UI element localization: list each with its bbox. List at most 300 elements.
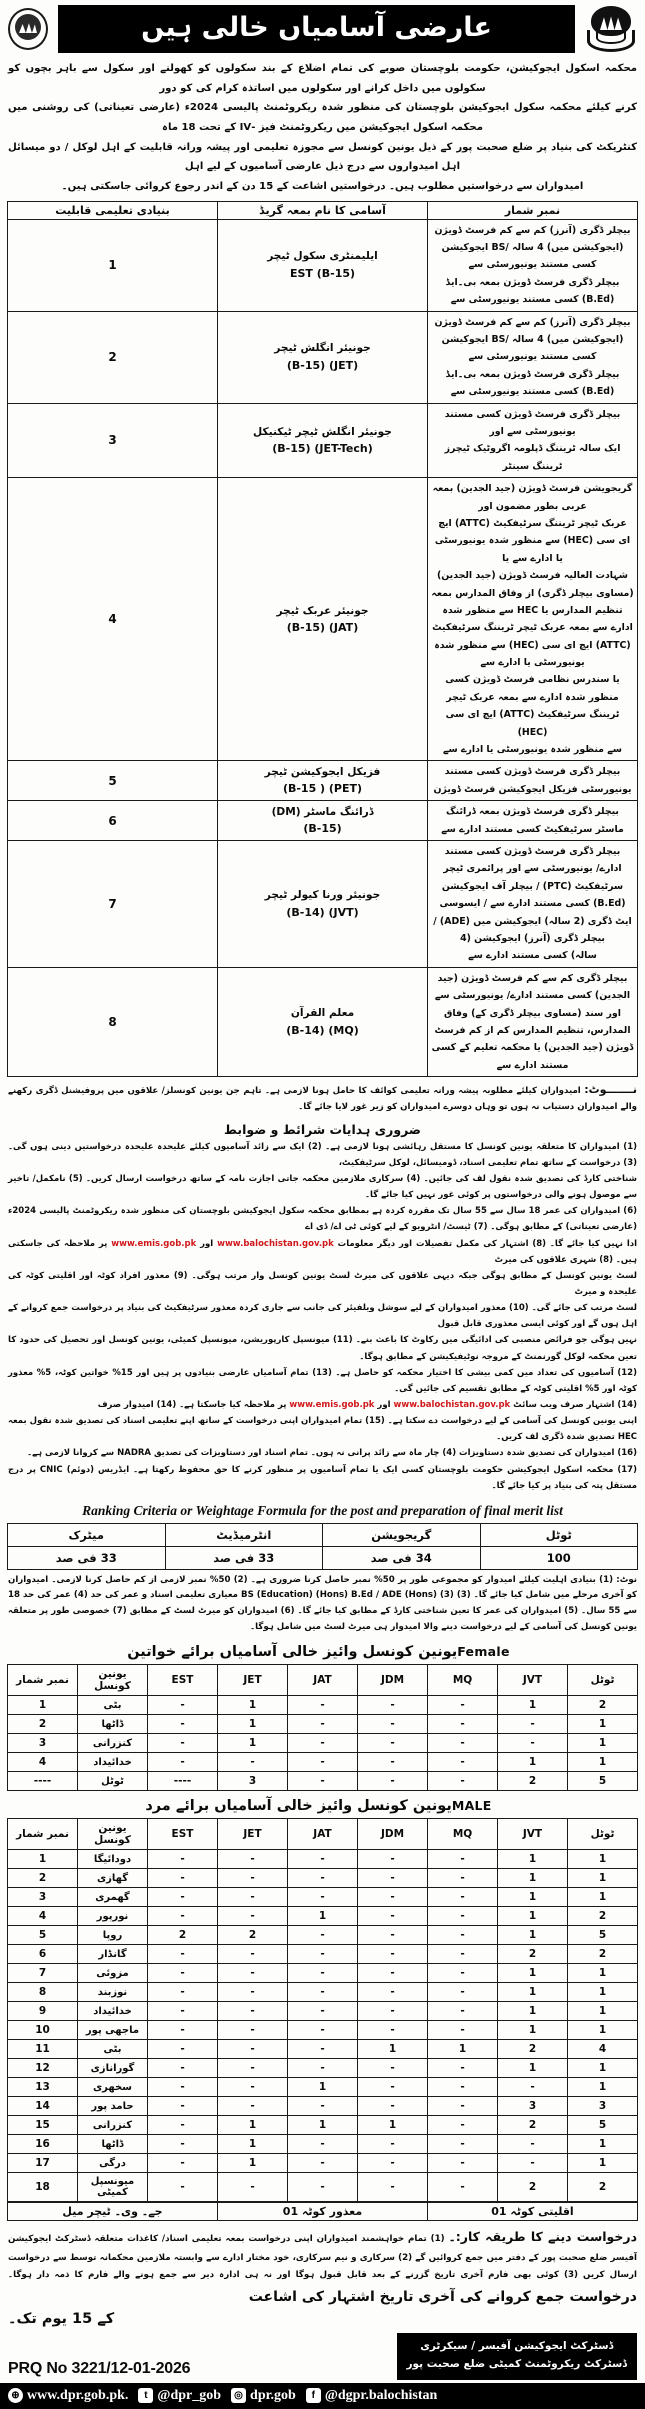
quota-jvt-male: جے۔ وی۔ ٹیچر میل	[8, 2203, 218, 2221]
condition-line: (17) محکمہ اسکول ایجوکیشن حکومت بلوچستان کسی ایک یا تمام آسامیوں پر منظور کرنے کا حق محفوظ رکھتا ہے۔ ایڈریس (دوئم) CNIC پر درج مستقل پتہ کی بنیاد پر کیا جائے گا۔	[8, 1464, 637, 1491]
uc-mq: 1	[428, 2040, 498, 2059]
uc-row	[8, 2021, 638, 2040]
post-name: جونیئر ورنا کیولر ٹیچر (B-14) (JVT)	[218, 840, 428, 967]
uc-jvt: 1	[498, 1888, 568, 1907]
uc-col-jvt: JVT	[498, 1819, 568, 1850]
uc-col-name: یونین کونسل	[78, 1819, 148, 1850]
uc-total: 4	[568, 2040, 638, 2059]
uc-jat: -	[288, 1734, 358, 1753]
deadline-tail: کے 15 یوم تک۔	[8, 2310, 115, 2327]
ranking-header-row	[8, 1523, 638, 1546]
uc-est: -	[148, 1907, 218, 1926]
posts-note	[0, 1077, 645, 1118]
uc-total: 1	[568, 2135, 638, 2154]
uc-jet: 3	[218, 1772, 288, 1791]
uc-col-est: EST	[148, 1819, 218, 1850]
uc-col-jdm: JDM	[358, 1665, 428, 1696]
uc-col-sr: نمبر شمار	[8, 1665, 78, 1696]
uc-total: 2	[568, 1945, 638, 1964]
uc-jat: -	[288, 2021, 358, 2040]
signature-block	[397, 2333, 638, 2380]
quota-minority: اقلیتی کوٹہ 01	[428, 2203, 638, 2221]
uc-mq: -	[428, 1772, 498, 1791]
condition-line: (6) امیدواران کی عمر 18 سال سے 55 سال تک مقررہ کردہ ہے بمطابق محکمہ سکول ایجوکیشن بلوچستان کی منظور شدہ ریکروٹمنٹ پالیسی 2024ء (عارضی تعیناتی) کے مطابق ہوگی۔ (7) ٹیسٹ/ انٹرویو کے لیے کوئی ٹی اے/ ڈی اے	[8, 1206, 637, 1233]
intro-line-4: امیدواران سے درخواستیں مطلوب ہیں۔ درخواستیں اشاعت کے 15 دن کے اندر رجوع کروائی جاسکتی ہیں۔	[61, 181, 584, 193]
uc-jet: -	[218, 2002, 288, 2021]
uc-jet: -	[218, 2078, 288, 2097]
post-qualification: بیچلر ڈگری فرسٹ ڈویژن بمعہ ڈرائنگ ماسٹر سرٹیفکیٹ کسی مستند ادارے سے	[428, 801, 638, 841]
uc-jet: -	[218, 2173, 288, 2202]
uc-mq: -	[428, 1983, 498, 2002]
uc-jvt: 1	[498, 1753, 568, 1772]
uc-total: 2	[568, 2173, 638, 2202]
uc-name: کنزرانی	[78, 1734, 148, 1753]
uc-jat: -	[288, 1772, 358, 1791]
uc-name: نوزبند	[78, 1983, 148, 2002]
uc-jdm: -	[358, 1734, 428, 1753]
uc-row	[8, 1696, 638, 1715]
uc-jvt: 1	[498, 1850, 568, 1869]
uc-serial: 7	[8, 1964, 78, 1983]
post-serial: 7	[8, 840, 218, 967]
post-name: معلم القرآن (B-14) (MQ)	[218, 967, 428, 1076]
uc-jet: -	[218, 1850, 288, 1869]
post-qualification: گریجویشن فرسٹ ڈویژن (جید الجدین) بمعہ عربی بطور مضمون اور عربک ٹیچر ٹریننگ سرٹیفکیٹ (ATTC) ایچ ای سی (HEC) سے منظور شدہ یونیورسٹی یا ادارے سے یا شہادت العالیہ فرسٹ ڈویژن (جید الجدین) (مساوی بیچلر ڈگری) از وفاق المدارس بمعہ تنظیم المدارس یا HEC سے منظور شدہ ادارے سے بمعہ عربک ٹیچر ٹریننگ سرٹیفکیٹ (ATTC) ایچ ای سی (HEC) سے منظور شدہ یونیورسٹی یا ادارے سے یا سندرس نظامی فرسٹ ڈویژن کسی منظور شدہ ادارے سے بمعہ عربک ٹیچر ٹریننگ سرٹیفکیٹ (ATTC) ایچ ای سی (HEC) سے منظور شدہ یونیورسٹی یا ادارے سے	[428, 478, 638, 761]
ranking-value-1: 34 فی صد	[323, 1546, 481, 1569]
post-code: (B-15)	[303, 822, 342, 836]
post-row	[8, 478, 638, 761]
post-name: ڈرائنگ ماسٹر (DM) (B-15)	[218, 801, 428, 841]
uc-total: 1	[568, 1715, 638, 1734]
conditions-body	[0, 1139, 645, 1498]
uc-jet: -	[218, 1983, 288, 2002]
note-text: امیدواران کیلئے مطلوبہ پیشہ ورانہ تعلیمی کوائف کا حامل ہونا لازمی ہے۔ تاہم جن یونین کونسلز/ علاقوں میں پروفیشنل ڈگری رکھنے والے امیدواران دستیاب نہ ہوں تو وہاں دوسرے امیدواران کو زیر غور لایا جائے گا۔	[8, 1086, 637, 1113]
signature-line-2: ڈسٹرکٹ ریکروٹمنٹ کمیٹی ضلع صحبت پور	[406, 2357, 627, 2370]
conditions-title: ضروری ہدایات شرائط و ضوابط	[224, 1121, 421, 1137]
uc-jat: 1	[288, 2116, 358, 2135]
uc-mq: -	[428, 1869, 498, 1888]
post-qualification: بیچلر ڈگری فرسٹ ڈویژن کسی مستند یونیورسٹی فزیکل ایجوکیشن فرسٹ ڈویژن	[428, 761, 638, 801]
uc-jvt: -	[498, 1715, 568, 1734]
facebook-icon: f	[306, 2388, 321, 2403]
uc-serial: 3	[8, 1888, 78, 1907]
uc-jvt: -	[498, 1734, 568, 1753]
uc-mq: -	[428, 1964, 498, 1983]
uc-name: کنزرانی	[78, 2116, 148, 2135]
male-header-row	[8, 1819, 638, 1850]
uc-jat: -	[288, 1869, 358, 1888]
footer-signature-row	[0, 2331, 645, 2380]
uc-row	[8, 1945, 638, 1964]
uc-total: 1	[568, 1983, 638, 2002]
uc-total: 2	[568, 1907, 638, 1926]
uc-est: 2	[148, 1926, 218, 1945]
condition-line: اپنی یونین کونسل کی آسامی کے لیے درخواست دے سکتا ہے۔ (15) تمام امیدواران اپنی درخواست کے ساتھ اپنے تعلیمی اسناد کی تصدیق شدہ نقول بمعہ HEC تصدیق شدہ ڈگری لف کریں۔	[8, 1416, 637, 1443]
uc-est: -	[148, 1734, 218, 1753]
uc-est: -	[148, 1869, 218, 1888]
uc-jvt: 1	[498, 1869, 568, 1888]
uc-jvt: 2	[498, 2040, 568, 2059]
uc-jdm: -	[358, 1772, 428, 1791]
post-serial: 6	[8, 801, 218, 841]
uc-name: ڈاٹھا	[78, 1715, 148, 1734]
masthead	[0, 0, 645, 56]
posts-table-header-row	[8, 201, 638, 219]
ranking-title: Ranking Criteria or Weightage Formula for the post and preparation of final merit list	[82, 1502, 563, 1518]
apply-heading: درخواست دینے کا طریقہ کار:۔	[448, 2229, 638, 2245]
uc-col-total: ٹوٹل	[568, 1819, 638, 1850]
uc-row	[8, 1983, 638, 2002]
uc-total: 1	[568, 2059, 638, 2078]
uc-mq: -	[428, 2135, 498, 2154]
uc-jdm: -	[358, 1983, 428, 2002]
uc-mq: -	[428, 1926, 498, 1945]
uc-col-mq: MQ	[428, 1665, 498, 1696]
uc-col-jet: JET	[218, 1665, 288, 1696]
uc-jat: -	[288, 2002, 358, 2021]
ranking-table	[7, 1523, 638, 1570]
uc-mq: -	[428, 1907, 498, 1926]
ranking-value-2: 33 فی صد	[165, 1546, 323, 1569]
uc-row	[8, 2116, 638, 2135]
uc-jet: 1	[218, 2135, 288, 2154]
ranking-footnote: نوٹ: (1) بنیادی اہلیت کیلئے امیدوار کو مجموعی طور پر 50% نمبر حاصل کرنا ضروری ہے۔ (2) 50% نمبر لازمی از کم حاصل کرنا لازمی۔ امیدواران کو آخری مرحلے میں شامل کیا جائے گا۔ (3) BS (Education) (Hons) B.Ed / ADE (Hons) (3) معیاری تعلیمی اسناد و عمر کی حد (4) عمر کی حد 18 سے 55 سال۔ (5) امیدواران کی عمر کا تعین شناختی کارڈ کے مطابق کیا جائے گا۔ (6) امیدواران کو میرٹ لسٹ کے مطابق (7) خصوصی طور پر متعلقہ یونین کونسل کی آسامی کے لیے درخواست دینے والا امیدوار ہی میرٹ لسٹ میں شامل ہوگا۔	[8, 1574, 638, 1632]
uc-jdm: -	[358, 2002, 428, 2021]
uc-total: 1	[568, 2002, 638, 2021]
balochistan-government-crest-icon	[583, 4, 639, 54]
uc-name: میونسپل کمیٹی	[78, 2173, 148, 2202]
uc-serial: 4	[8, 1753, 78, 1772]
uc-total: 5	[568, 1926, 638, 1945]
uc-jvt: -	[498, 2154, 568, 2173]
uc-jdm: -	[358, 1926, 428, 1945]
uc-jet: -	[218, 1964, 288, 1983]
quota-disabled: معذور کوٹہ 01	[218, 2203, 428, 2221]
post-row	[8, 761, 638, 801]
uc-row	[8, 2002, 638, 2021]
uc-total: 1	[568, 1964, 638, 1983]
apply-method	[0, 2221, 645, 2311]
uc-jat: -	[288, 2135, 358, 2154]
intro-paragraph	[0, 56, 645, 201]
uc-est: -	[148, 1696, 218, 1715]
uc-row	[8, 1926, 638, 1945]
male-title-ur: یونین کونسل وائیز خالی آسامیاں برائے مرد	[145, 1798, 452, 1815]
uc-serial: 1	[8, 1696, 78, 1715]
post-row	[8, 311, 638, 403]
post-serial: 3	[8, 403, 218, 478]
apply-line-2: دفتر میں جمع کروائیں گے (2) سرکاری و نیم سرکاری، خود مختار ادارے سے وابستہ ملازمین محکمانہ توسط سے درخواست ارسال کریں (3) کوئی بھی فارم آخری تاریخ گزرنے کے بعد	[8, 2252, 637, 2280]
intro-line-1: محکمہ اسکول ایجوکیشن، حکومت بلوچستان صوبے کی تمام اضلاع کے بند سکولوں کو کھولنے اور سکول سے باہر بچوں کو سکولوں میں داخل کرانے اور سکولوں میں اساتذہ کرام کی کو دور	[8, 63, 637, 94]
uc-name: ماجھی پور	[78, 2021, 148, 2040]
uc-jat: 1	[288, 2078, 358, 2097]
uc-row	[8, 2040, 638, 2059]
uc-row	[8, 1850, 638, 1869]
uc-jvt: 1	[498, 2002, 568, 2021]
uc-jet: 1	[218, 1715, 288, 1734]
uc-total: 3	[568, 2097, 638, 2116]
uc-row	[8, 1869, 638, 1888]
uc-jdm: -	[358, 2097, 428, 2116]
post-qualification: بیچلر ڈگری (آنرز) کم سے کم فرسٹ ڈویژن (ایجوکیشن میں) 4 سالہ /BS ایجوکیشن کسی مستند یونیورسٹی سے بیچلر ڈگری فرسٹ ڈویژن بمعہ بی۔ایڈ (B.Ed) کسی مستند یونیورسٹی سے	[428, 311, 638, 403]
globe-icon: ⊕	[8, 2388, 23, 2403]
uc-row	[8, 1907, 638, 1926]
intro-line-2: کرنے کیلئے محکمہ سکول ایجوکیشن بلوچستان کی منظور شدہ ریکروٹمنٹ پالیسی 2024ء (عارضی تعیناتی) کی روشنی میں محکمہ اسکول ایجوکیشن میں ریکروٹمنٹ فیز -IV کے تحت 18 ماہ	[8, 102, 637, 134]
uc-row	[8, 2173, 638, 2202]
uc-row	[8, 1964, 638, 1983]
uc-jat: -	[288, 1715, 358, 1734]
uc-jet: 1	[218, 2154, 288, 2173]
uc-jet: 1	[218, 2116, 288, 2135]
uc-row	[8, 2059, 638, 2078]
quota-table	[7, 2202, 638, 2221]
uc-col-jdm: JDM	[358, 1819, 428, 1850]
uc-total: 1	[568, 1888, 638, 1907]
uc-mq: -	[428, 1850, 498, 1869]
uc-jet: -	[218, 2059, 288, 2078]
uc-row	[8, 1715, 638, 1734]
social-label: @dgpr.balochistan	[324, 2387, 438, 2403]
social-label: @dpr_gob	[157, 2387, 222, 2403]
female-header-row	[8, 1665, 638, 1696]
uc-serial: 2	[8, 1715, 78, 1734]
uc-total: 1	[568, 1734, 638, 1753]
uc-row	[8, 1753, 638, 1772]
uc-jvt: 1	[498, 2059, 568, 2078]
uc-mq: -	[428, 2173, 498, 2202]
condition-line: لسٹ مرتب کی جائے گی۔ (10) معذور امیدواران کے لیے سوشل ویلفیئر کی جانب سے جاری کردہ معذور سرٹیفکیٹ کی بنیاد پر درخواست جمع کروانے کے اہل ہوں گے اور کوئی ایسی معذوری قابل قبول	[8, 1303, 637, 1330]
ranking-value-3: 33 فی صد	[8, 1546, 166, 1569]
male-uc-table	[7, 1818, 638, 2202]
uc-jet: -	[218, 1753, 288, 1772]
condition-line: شناختی کارڈ کی تصدیق شدہ نقول لف کی جائیں۔ (4) سرکاری ملازمین محکمہ جاتی اجازت نامہ کے ساتھ درخواست ارسال کریں۔ (5) نامکمل/ تاخیر سے موصول ہونے والی درخواستوں پر کوئی غور نہیں کیا جائے گا۔	[8, 1174, 637, 1201]
balochistan-website-link[interactable]: www.balochistan.gov.pk	[393, 1399, 511, 1410]
uc-serial: 11	[8, 2040, 78, 2059]
condition-line: (16) امیدواران کی تصدیق شدہ دستاویزات (4) چار ماہ سے زائد پرانی نہ ہوں۔ تمام اسناد اور دستاویزات کی تصدیق NADRA سے کروانا لازمی ہے۔	[27, 1448, 637, 1459]
uc-total: 1	[568, 1753, 638, 1772]
uc-est: -	[148, 1850, 218, 1869]
condition-line: نہیں ہوگی جو فرائض منصبی کی ادائیگی میں رکاوٹ کا باعث بنے۔ (11) میونسپل کارپوریشن، میونسپل کمیٹی، یونین کونسل اور تحصیل کی حدود کا تعین محکمہ لوکل گورنمنٹ کے مروجہ نوٹیفیکیشن کے مطابق ہوگا۔	[8, 1335, 638, 1362]
uc-row	[8, 2097, 638, 2116]
condition-line: (12) آسامیوں کی تعداد میں کمی بیشی کا اختیار محکمہ کو حاصل ہے۔ (13) تمام آسامیاں عارضی بنیادوں پر ہیں اور 15% خواتین کوٹہ، 5% معذور کوٹہ اور 5% اقلیتی کوٹہ کے مطابق تقسیم کی جائیں گی۔	[8, 1367, 637, 1394]
uc-col-est: EST	[148, 1665, 218, 1696]
uc-jat: -	[288, 1964, 358, 1983]
note-label: نـــــــوٹ:	[584, 1083, 637, 1097]
prq-number: PRQ No 3221/12-01-2026	[8, 2359, 191, 2377]
uc-jat: -	[288, 2173, 358, 2202]
uc-name: بٹی	[78, 1696, 148, 1715]
twitter-icon: t	[138, 2388, 153, 2403]
uc-name: حامد پور	[78, 2097, 148, 2116]
uc-total: 1	[568, 1850, 638, 1869]
uc-jvt: -	[498, 2078, 568, 2097]
uc-jvt: 2	[498, 2173, 568, 2202]
social-link[interactable]	[138, 2388, 221, 2404]
uc-serial: 3	[8, 1734, 78, 1753]
uc-name: درگی	[78, 2154, 148, 2173]
uc-serial: 5	[8, 1926, 78, 1945]
uc-serial: 14	[8, 2097, 78, 2116]
uc-jet: -	[218, 2021, 288, 2040]
uc-name: مزوئی	[78, 1964, 148, 1983]
uc-jdm: 1	[358, 2116, 428, 2135]
uc-jvt: 1	[498, 1926, 568, 1945]
uc-name: گانڈار	[78, 1945, 148, 1964]
instagram-icon: ◎	[231, 2388, 246, 2403]
uc-est: -	[148, 2002, 218, 2021]
uc-serial: 2	[8, 1869, 78, 1888]
social-link[interactable]	[306, 2388, 438, 2404]
post-qualification: بیچلر ڈگری (آنرز) کم سے کم فرسٹ ڈویژن (ایجوکیشن میں) 4 سالہ /BS ایجوکیشن کسی مستند یونیورسٹی سے بیچلر ڈگری فرسٹ ڈویژن بمعہ بی۔ایڈ (B.Ed) کسی مستند یونیورسٹی سے	[428, 219, 638, 311]
social-link[interactable]	[8, 2388, 128, 2404]
post-qualification: بیچلر ڈگری کم سے کم فرسٹ ڈویژن (جید الجدین) کسی مستند ادارے/ یونیورسٹی سے اور سند (مساوی بیچلر ڈگری کے) وفاق المدارس، تنظیم المدارس کم از کم فرسٹ ڈویژن (جید الجدین) یا محکمہ تعلیم کے کسی مستند ادارے سے	[428, 967, 638, 1076]
uc-mq: -	[428, 1715, 498, 1734]
condition-line: (1) امیدواران کا متعلقہ یونین کونسل کا مستقل رہائشی ہونا لازمی ہے۔ (2) ایک سے زائد آسامیوں کیلئے علیحدہ علیحدہ درخواستیں دینی ہوں گی۔ (3) درخواست کے ساتھ تمام تعلیمی اسناد، ڈومیسائل، لوکل سرٹیفکیٹ،	[8, 1141, 637, 1168]
deadline-text: درخواست جمع کروانے کی آخری تاریخ اشتہار کی اشاعت	[248, 2288, 637, 2305]
uc-col-sr: نمبر شمار	[8, 1819, 78, 1850]
uc-serial: 12	[8, 2059, 78, 2078]
uc-mq: -	[428, 2097, 498, 2116]
post-qualification: بیچلر ڈگری فرسٹ ڈویژن کسی مستند یونیورسٹی سے اور ایک سالہ ٹریننگ ڈپلومہ اگروٹیک ٹیچرز ٹریننگ سینٹر	[428, 403, 638, 478]
intro-line-3: کنٹریکٹ کی بنیاد پر ضلع صحبت پور کے ذیل یونین کونسل سے مجوزہ تعلیمی اور پیشہ ورانہ قابلیت کے اہل لوکل / دو میسائل اہل امیدواروں سے درج ذیل عارضی آسامیوں کے لیے اہل	[8, 141, 637, 173]
government-seal-icon	[6, 6, 50, 52]
uc-jet: -	[218, 1945, 288, 1964]
ranking-value-0: 100	[480, 1546, 638, 1569]
uc-jdm: -	[358, 1945, 428, 1964]
post-code: (B-15) (JAT)	[286, 620, 359, 634]
uc-row	[8, 1888, 638, 1907]
col-header-post: آسامی کا نام بمعہ گریڈ	[218, 201, 428, 219]
uc-mq: -	[428, 2154, 498, 2173]
uc-mq: -	[428, 1753, 498, 1772]
uc-col-jet: JET	[218, 1819, 288, 1850]
condition-line: لسٹ یونین کونسل کے مطابق ہوگی جبکہ دیہی علاقوں کی میرٹ لسٹ یونین کونسل وار مرتب ہوگی۔ (9) معذور افراد کوٹہ اور اقلیتی کوٹہ کی علیحدہ و میرٹ	[8, 1270, 637, 1297]
social-label: dpr.gob	[250, 2387, 296, 2403]
uc-name: خدائیداد	[78, 2002, 148, 2021]
uc-mq: -	[428, 2059, 498, 2078]
uc-name: سخھری	[78, 2078, 148, 2097]
col-header-qualification: بنیادی تعلیمی قابلیت	[8, 201, 218, 219]
post-serial: 5	[8, 761, 218, 801]
female-table-title	[0, 1637, 645, 1664]
post-code: (B-15) (JET)	[286, 358, 359, 372]
social-label: www.dpr.gob.pk.	[27, 2387, 129, 2403]
uc-est: -	[148, 1964, 218, 1983]
female-title-ur: یونین کونسل وائیز خالی آسامیاں برائے خواتین	[127, 1644, 458, 1661]
uc-est: -	[148, 2078, 218, 2097]
uc-jdm: -	[358, 2173, 428, 2202]
uc-jdm: -	[358, 1888, 428, 1907]
signature-line-1: ڈسٹرکٹ ایجوکیشن آفیسر / سیکرٹری	[420, 2339, 614, 2352]
uc-col-jat: JAT	[288, 1665, 358, 1696]
uc-est: -	[148, 1888, 218, 1907]
uc-jat: -	[288, 2154, 358, 2173]
uc-est: -	[148, 1715, 218, 1734]
uc-jdm: -	[358, 1850, 428, 1869]
post-row	[8, 219, 638, 311]
uc-row	[8, 2135, 638, 2154]
col-header-sr: نمبر شمار	[428, 201, 638, 219]
uc-jvt: 3	[498, 2097, 568, 2116]
uc-jdm: -	[358, 2135, 428, 2154]
uc-serial: 4	[8, 1907, 78, 1926]
uc-total: 2	[568, 1696, 638, 1715]
uc-jat: -	[288, 2040, 358, 2059]
uc-total: 5	[568, 1772, 638, 1791]
uc-est: -	[148, 1983, 218, 2002]
quota-row	[8, 2203, 638, 2221]
uc-jdm: -	[358, 1715, 428, 1734]
uc-jet: -	[218, 2040, 288, 2059]
ranking-values-row	[8, 1546, 638, 1569]
uc-name: روپا	[78, 1926, 148, 1945]
uc-jdm: -	[358, 1753, 428, 1772]
uc-jat: -	[288, 1926, 358, 1945]
post-row	[8, 840, 638, 967]
uc-jvt: 1	[498, 1983, 568, 2002]
uc-mq: -	[428, 2021, 498, 2040]
uc-est: -	[148, 2059, 218, 2078]
uc-serial: 10	[8, 2021, 78, 2040]
uc-jvt: -	[498, 2135, 568, 2154]
uc-mq: -	[428, 1888, 498, 1907]
uc-serial: 9	[8, 2002, 78, 2021]
uc-serial: 16	[8, 2135, 78, 2154]
uc-jvt: 1	[498, 2021, 568, 2040]
uc-serial: 17	[8, 2154, 78, 2173]
uc-row	[8, 2078, 638, 2097]
uc-est: -	[148, 2154, 218, 2173]
condition-line: (14) اشتہار صرف ویب سائٹ www.balochistan.gov.pk اور www.emis.gob.pk پر ملاحظہ کیا جاسکتا ہے۔ (14) امیدوار صرف	[8, 1397, 637, 1413]
emis-website-link[interactable]: www.emis.gob.pk	[111, 1238, 197, 1249]
emis-website-link[interactable]: www.emis.gob.pk	[289, 1399, 375, 1410]
uc-est: -	[148, 2021, 218, 2040]
uc-jdm: -	[358, 1907, 428, 1926]
uc-name: گھمری	[78, 1888, 148, 1907]
ranking-header-0: ٹوٹل	[480, 1523, 638, 1546]
uc-serial: 15	[8, 2116, 78, 2135]
uc-jdm: -	[358, 1696, 428, 1715]
uc-total-row	[8, 1772, 638, 1791]
posts-table	[7, 201, 638, 1077]
uc-col-jvt: JVT	[498, 1665, 568, 1696]
social-media-bar	[0, 2383, 645, 2409]
uc-mq: -	[428, 2002, 498, 2021]
uc-jat: -	[288, 2059, 358, 2078]
social-link[interactable]	[231, 2388, 296, 2404]
condition-line: ادا نہیں کیا جائے گا۔ (8) اشتہار کی مکمل تفصیلات اور دیگر معلومات www.balochistan.gov.pk اور www.emis.gob.pk پر ملاحظہ کی جاسکتی ہیں۔ (8) شہری علاقوں کی میرٹ	[8, 1236, 637, 1268]
post-code: (B-14) (MQ)	[286, 1023, 359, 1037]
uc-name: گورانازی	[78, 2059, 148, 2078]
ranking-header-2: انٹرمیڈیٹ	[165, 1523, 323, 1546]
uc-jat: -	[288, 2097, 358, 2116]
post-serial: 8	[8, 967, 218, 1076]
post-name: جونیئر انگلش ٹیچر ٹیکنیکل (B-15) (JET-Tech)	[218, 403, 428, 478]
uc-col-name: یونین کونسل	[78, 1665, 148, 1696]
uc-jvt: 2	[498, 1772, 568, 1791]
uc-name: نورپور	[78, 1907, 148, 1926]
uc-mq: -	[428, 2078, 498, 2097]
uc-col-jat: JAT	[288, 1819, 358, 1850]
uc-jvt: 2	[498, 1945, 568, 1964]
apply-line-3: قابل قبول ہوگا اور نہ ہی ادارہ دیر سے جمع ہونے والے فارم کا ذمہ دار ہوگا۔	[8, 2269, 367, 2280]
uc-jat: 1	[288, 1907, 358, 1926]
uc-col-total: ٹوٹل	[568, 1665, 638, 1696]
balochistan-website-link[interactable]: www.balochistan.gov.pk	[217, 1238, 334, 1249]
uc-jet: -	[218, 1869, 288, 1888]
uc-jdm: -	[358, 2021, 428, 2040]
uc-jat: -	[288, 1983, 358, 2002]
